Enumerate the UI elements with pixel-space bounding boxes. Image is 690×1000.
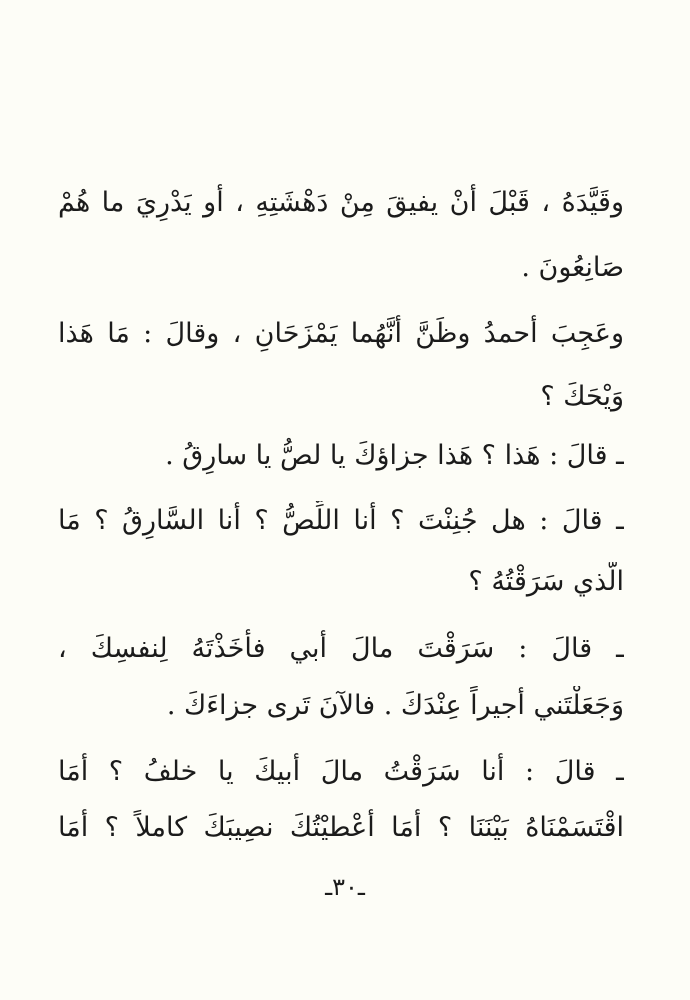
text-line-11: اقْتَسَمْنَاهُ بَيْنَنَا ؟ أمَا أعْطيْتُكَ نصِيبَكَ كاملاً ؟ أمَا [58, 812, 624, 843]
text-line-6: ـ قالَ : هل جُنِنْتَ ؟ أنا اللِّصُّ ؟ أنا السَّارِقُ ؟ مَا [58, 505, 624, 536]
text-line-10: ـ قالَ : أنا سَرَقْتُ مالَ أبيكَ يا خلفُ ؟ أمَا [58, 756, 624, 787]
text-line-4: وَيْحَكَ ؟ [540, 381, 624, 412]
text-line-2: صَانِعُونَ . [521, 252, 624, 283]
text-line-7: الَّذي سَرَقْتُهُ ؟ [468, 566, 624, 597]
text-line-8: ـ قالَ : سَرَقْتَ مالَ أَبي فأخَذْتَهُ لِنفسِكَ ، [58, 633, 624, 664]
text-line-9: وَجَعَلْتَني أجيراً عِنْدَكَ . فالآنَ تَرى جزاءَكَ . [166, 690, 624, 721]
text-line-1: وقَيَّدَهُ ، قَبْلَ أنْ يفيقَ مِنْ دَهْشَتِهِ ، أو يَدْرِيَ ما هُمْ [58, 187, 624, 218]
text-line-3: وعَجِبَ أحمدُ وظَنَّ أنَّهُما يَمْزَحَانِ ، وقالَ : مَا هَذا [58, 318, 624, 349]
text-line-5: ـ قالَ : هَذا ؟ هَذا جزاؤكَ يا لصُّ يا سارِقُ . [165, 440, 624, 471]
page-number: ـ٣٠ـ [325, 873, 365, 901]
